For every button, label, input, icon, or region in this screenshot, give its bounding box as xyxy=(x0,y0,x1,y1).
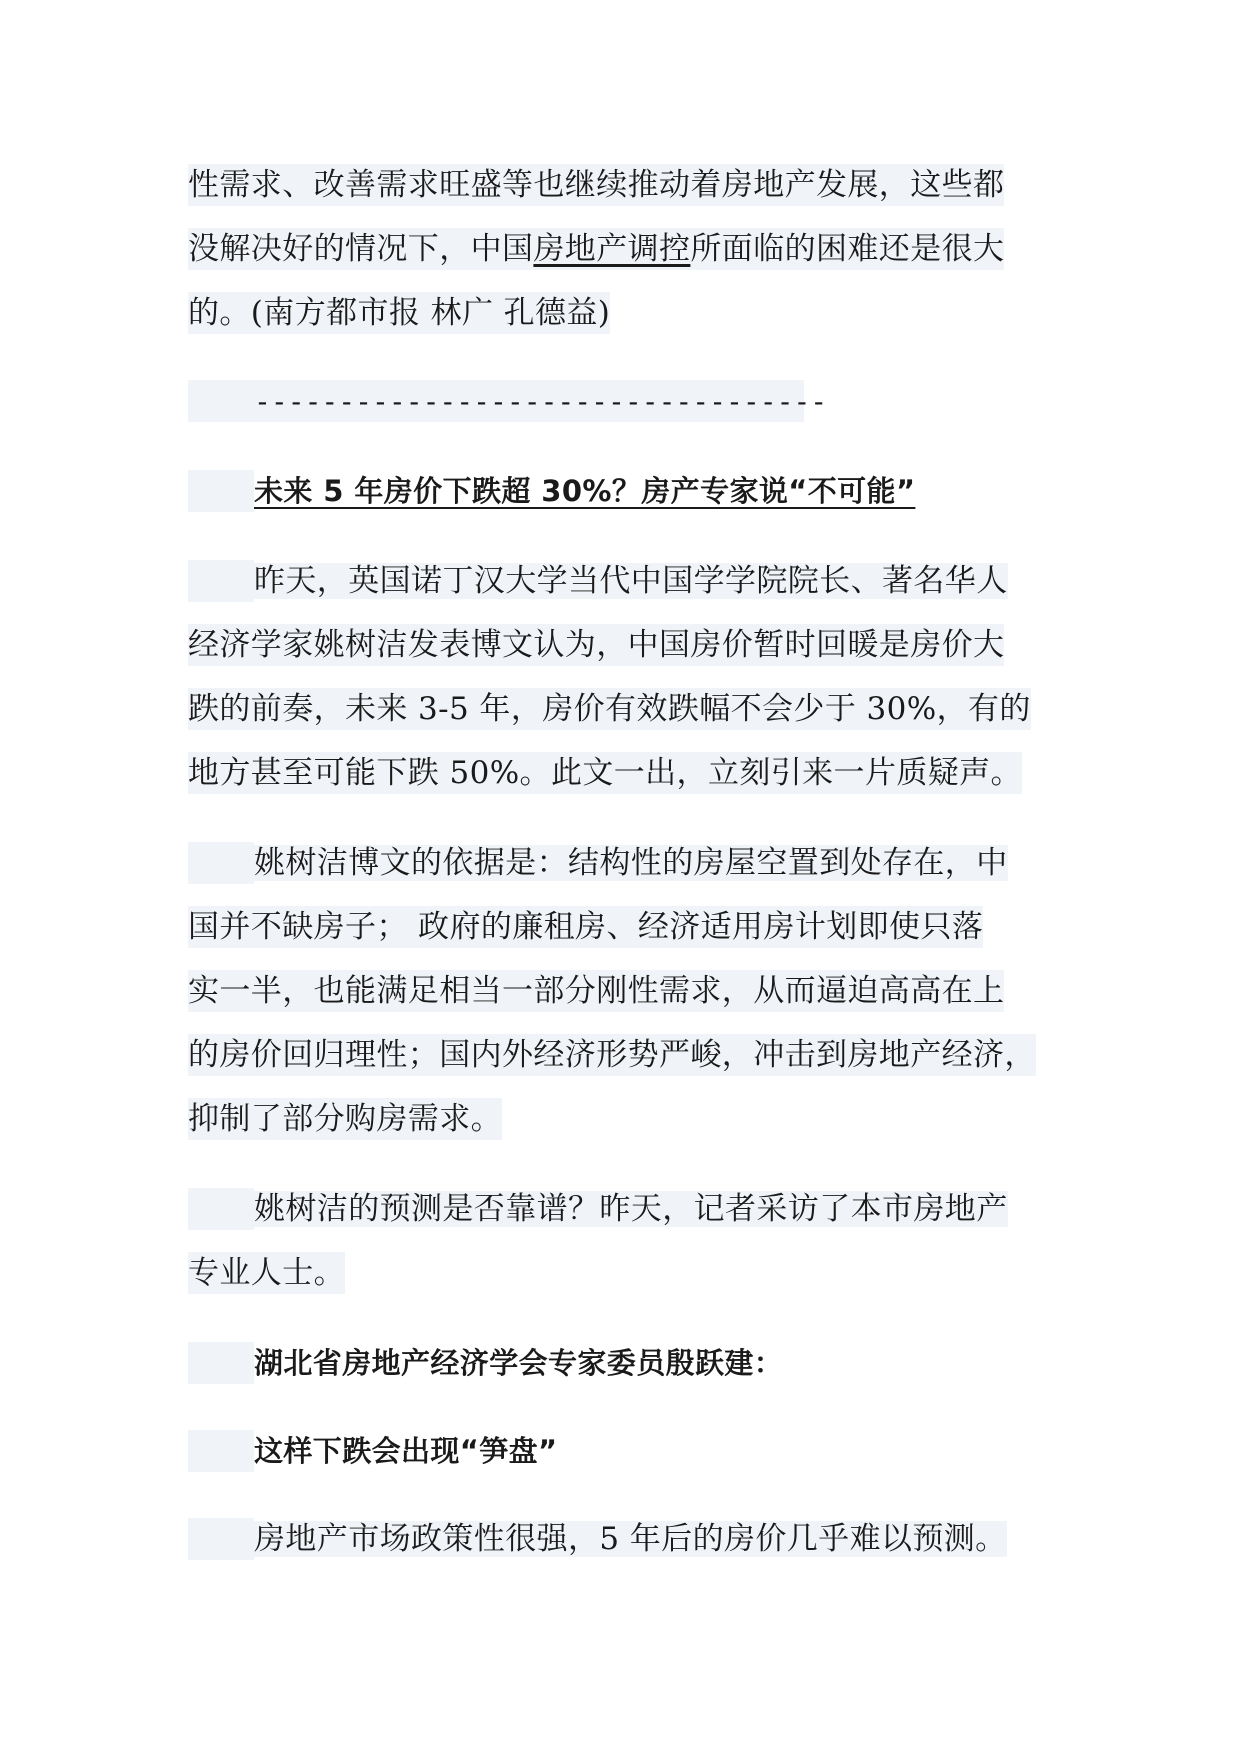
indent-block xyxy=(188,1430,254,1472)
body-text-line xyxy=(188,1034,1036,1076)
text-span: 抑制了部分购房需求。 xyxy=(188,1101,502,1137)
body-text-line xyxy=(188,292,610,334)
text-span: 的房价回归理性；国内外经济形势严峻，冲击到房地产经济， xyxy=(188,1037,1036,1073)
text-span: 所面临的困难还是很大 xyxy=(690,231,1005,267)
separator-line xyxy=(254,380,827,422)
indent-block xyxy=(188,470,254,512)
text-span: 没解决好的情况下，中国 xyxy=(188,231,534,267)
text-span: 地方甚至可能下跌 50%。此文一出，立刻引来一片质疑声。 xyxy=(188,755,1022,791)
body-text-line xyxy=(188,1098,502,1140)
body-text-line xyxy=(188,842,1008,884)
body-text-line xyxy=(188,1252,345,1294)
indent-block xyxy=(188,842,254,884)
body-text-line xyxy=(188,1518,1007,1560)
hyperlink-text[interactable]: 房地产调控 xyxy=(533,231,691,267)
text-span: 性需求、改善需求旺盛等也继续推动着房地产发展，这些都 xyxy=(188,167,1005,203)
text-span: 姚树洁的预测是否靠谱？昨天，记者采访了本市房地产 xyxy=(254,1191,1008,1227)
text-span: 昨天，英国诺丁汉大学当代中国学学院院长、著名华人 xyxy=(254,563,1008,599)
separator-dashes: ---------------------------------- xyxy=(254,385,828,418)
body-text-line xyxy=(188,560,1008,602)
body-text-line xyxy=(188,752,1022,794)
indent-block xyxy=(188,560,254,602)
indent-block xyxy=(188,1342,254,1384)
text-span: 经济学家姚树洁发表博文认为，中国房价暂时回暖是房价大 xyxy=(188,627,1005,663)
body-text-line xyxy=(188,688,1031,730)
source-attribution: 的。(南方都市报 林广 孔德益) xyxy=(188,295,611,331)
text-span: 房地产市场政策性很强，5 年后的房价几乎难以预测。 xyxy=(254,1521,1007,1557)
article-title: 未来 5 年房价下跌超 30%？房产专家说“不可能” xyxy=(254,474,916,508)
indent-block xyxy=(188,1518,254,1560)
expert-heading-line xyxy=(188,1342,783,1384)
text-span: 实一半，也能满足相当一部分刚性需求，从而逼迫高高在上 xyxy=(188,973,1005,1009)
expert-subheading-line xyxy=(188,1430,558,1472)
body-text-line xyxy=(188,906,983,948)
indent-block xyxy=(188,1188,254,1230)
text-span: 专业人士。 xyxy=(188,1255,345,1291)
text-span: 跌的前奏，未来 3-5 年，房价有效跌幅不会少于 30%，有的 xyxy=(188,691,1031,727)
expert-subheading: 这样下跌会出现“笋盘” xyxy=(254,1434,558,1468)
body-text-line xyxy=(188,624,1004,666)
text-span: 国并不缺房子； 政府的廉租房、经济适用房计划即使只落 xyxy=(188,909,984,945)
body-text-line xyxy=(188,228,1004,270)
body-text-line xyxy=(188,164,1004,206)
article-title-line xyxy=(188,470,915,512)
body-text-line xyxy=(188,970,1004,1012)
expert-heading: 湖北省房地产经济学会专家委员殷跃建： xyxy=(254,1346,784,1380)
body-text-line xyxy=(188,1188,1008,1230)
text-span: 姚树洁博文的依据是：结构性的房屋空置到处存在，中 xyxy=(254,845,1008,881)
